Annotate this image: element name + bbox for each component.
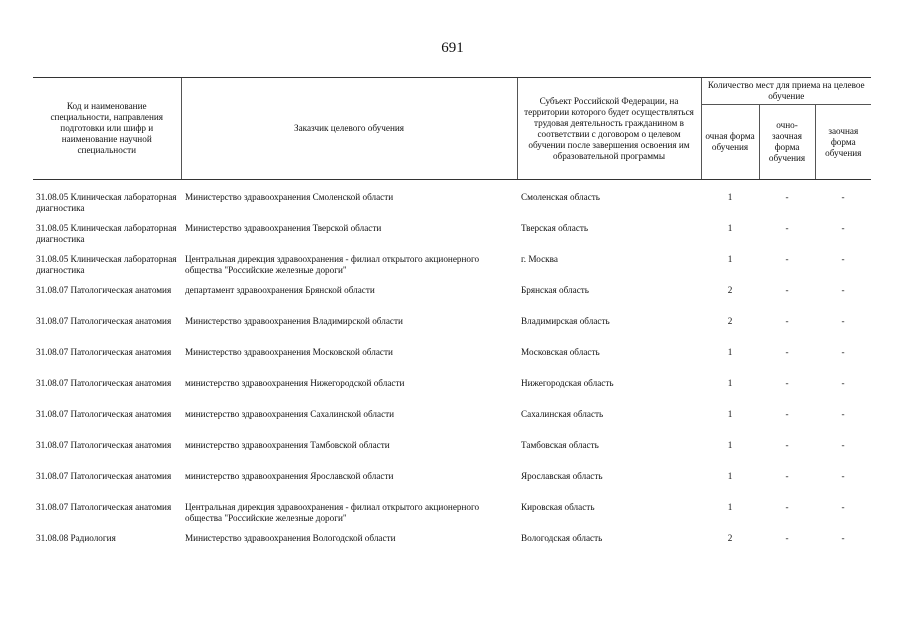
cell-subject: Ярославская область bbox=[521, 471, 603, 481]
cell-full-time: 1 bbox=[727, 409, 733, 419]
cell-full-time: 1 bbox=[727, 502, 733, 512]
header-customer: Заказчик целевого обучения bbox=[181, 78, 517, 180]
cell-full-time: 1 bbox=[727, 440, 733, 450]
cell-part-time: - bbox=[785, 533, 789, 543]
table-header bbox=[33, 78, 871, 180]
cell-code: 31.08.07 Патологическая анатомия bbox=[36, 471, 172, 481]
cell-extramural: - bbox=[841, 502, 845, 512]
header-full-time: очная форма обучения bbox=[701, 105, 759, 180]
cell-subject: Вологодская область bbox=[521, 533, 603, 543]
cell-full-time: 1 bbox=[727, 471, 733, 481]
cell-customer: министерство здравоохранения Нижегородской области bbox=[185, 378, 405, 388]
cell-code: 31.08.08 Радиология bbox=[36, 533, 116, 543]
cell-customer: министерство здравоохранения Тамбовской области bbox=[185, 440, 390, 450]
cell-part-time: - bbox=[785, 192, 789, 202]
cell-code: 31.08.07 Патологическая анатомия bbox=[36, 409, 172, 419]
cell-extramural: - bbox=[841, 378, 845, 388]
cell-full-time: 2 bbox=[727, 316, 733, 326]
cell-subject: Нижегородская область bbox=[521, 378, 614, 388]
cell-extramural: - bbox=[841, 316, 845, 326]
cell-extramural: - bbox=[841, 533, 845, 543]
cell-customer: Министерство здравоохранения Смоленской области bbox=[185, 192, 394, 202]
cell-code: 31.08.07 Патологическая анатомия bbox=[36, 378, 172, 388]
cell-subject: Московская область bbox=[521, 347, 600, 357]
table-row bbox=[33, 471, 871, 502]
cell-full-time: 1 bbox=[727, 378, 733, 388]
cell-subject: Брянская область bbox=[521, 285, 589, 295]
cell-code: 31.08.05 Клиническая лабораторная диагностика bbox=[36, 192, 177, 213]
cell-subject: Смоленская область bbox=[521, 192, 600, 202]
cell-customer: Министерство здравоохранения Московской области bbox=[185, 347, 393, 357]
cell-customer: министерство здравоохранения Сахалинской области bbox=[185, 409, 395, 419]
cell-code: 31.08.05 Клиническая лабораторная диагностика bbox=[36, 254, 177, 275]
cell-customer: Центральная дирекция здравоохранения - филиал открытого акционерного общества "Российские железные дороги" bbox=[185, 254, 480, 275]
cell-subject: Тверская область bbox=[521, 223, 589, 233]
cell-full-time: 1 bbox=[727, 347, 733, 357]
target-admission-table bbox=[33, 77, 871, 564]
cell-code: 31.08.07 Патологическая анатомия bbox=[36, 347, 172, 357]
table-row bbox=[33, 533, 871, 564]
cell-code: 31.08.07 Патологическая анатомия bbox=[36, 440, 172, 450]
cell-subject: Владимирская область bbox=[521, 316, 610, 326]
cell-customer: Центральная дирекция здравоохранения - филиал открытого акционерного общества "Российские железные дороги" bbox=[185, 502, 480, 523]
cell-part-time: - bbox=[785, 471, 789, 481]
table-row bbox=[33, 502, 871, 533]
table-row bbox=[33, 409, 871, 440]
table-row bbox=[33, 285, 871, 316]
cell-part-time: - bbox=[785, 378, 789, 388]
cell-customer: Министерство здравоохранения Владимирской области bbox=[185, 316, 403, 326]
cell-customer: департамент здравоохранения Брянской области bbox=[185, 285, 375, 295]
table-row bbox=[33, 347, 871, 378]
header-part-time: очно-заочная форма обучения bbox=[759, 105, 815, 180]
header-places: Количество мест для приема на целевое обучение bbox=[701, 78, 871, 105]
cell-extramural: - bbox=[841, 285, 845, 295]
cell-code: 31.08.07 Патологическая анатомия bbox=[36, 285, 172, 295]
cell-part-time: - bbox=[785, 316, 789, 326]
cell-full-time: 1 bbox=[727, 192, 733, 202]
cell-subject: Кировская область bbox=[521, 502, 595, 512]
table-row bbox=[33, 254, 871, 285]
cell-extramural: - bbox=[841, 192, 845, 202]
cell-customer: министерство здравоохранения Ярославской области bbox=[185, 471, 394, 481]
page-number: 691 bbox=[441, 40, 464, 56]
cell-code: 31.08.07 Патологическая анатомия bbox=[36, 316, 172, 326]
cell-subject: Тамбовская область bbox=[521, 440, 599, 450]
cell-subject: г. Москва bbox=[521, 254, 558, 264]
cell-full-time: 2 bbox=[727, 533, 733, 543]
cell-customer: Министерство здравоохранения Вологодской области bbox=[185, 533, 396, 543]
header-code: Код и наименование специальности, направления подготовки или шифр и наименование научной специальности bbox=[33, 78, 181, 180]
cell-extramural: - bbox=[841, 223, 845, 233]
cell-customer: Министерство здравоохранения Тверской области bbox=[185, 223, 382, 233]
cell-code: 31.08.07 Патологическая анатомия bbox=[36, 502, 172, 512]
table-row bbox=[33, 316, 871, 347]
cell-code: 31.08.05 Клиническая лабораторная диагностика bbox=[36, 223, 177, 244]
table-row bbox=[33, 180, 871, 224]
table-row bbox=[33, 440, 871, 471]
cell-part-time: - bbox=[785, 254, 789, 264]
cell-part-time: - bbox=[785, 347, 789, 357]
cell-full-time: 1 bbox=[727, 254, 733, 264]
table-row bbox=[33, 378, 871, 409]
cell-full-time: 1 bbox=[727, 223, 733, 233]
cell-extramural: - bbox=[841, 254, 845, 264]
cell-part-time: - bbox=[785, 409, 789, 419]
cell-part-time: - bbox=[785, 285, 789, 295]
cell-part-time: - bbox=[785, 223, 789, 233]
cell-extramural: - bbox=[841, 347, 845, 357]
cell-part-time: - bbox=[785, 440, 789, 450]
header-subject: Субъект Российской Федерации, на территории которого будет осуществляться трудовая деятельность гражданином в соответствии с договором о целевом обучении после завершения освоения им образовательной программы bbox=[517, 78, 701, 180]
cell-part-time: - bbox=[785, 502, 789, 512]
cell-subject: Сахалинская область bbox=[521, 409, 604, 419]
cell-full-time: 2 bbox=[727, 285, 733, 295]
table-row bbox=[33, 223, 871, 254]
table-body bbox=[33, 180, 871, 565]
cell-extramural: - bbox=[841, 471, 845, 481]
header-extramural: заочная форма обучения bbox=[815, 105, 871, 180]
cell-extramural: - bbox=[841, 409, 845, 419]
cell-extramural: - bbox=[841, 440, 845, 450]
